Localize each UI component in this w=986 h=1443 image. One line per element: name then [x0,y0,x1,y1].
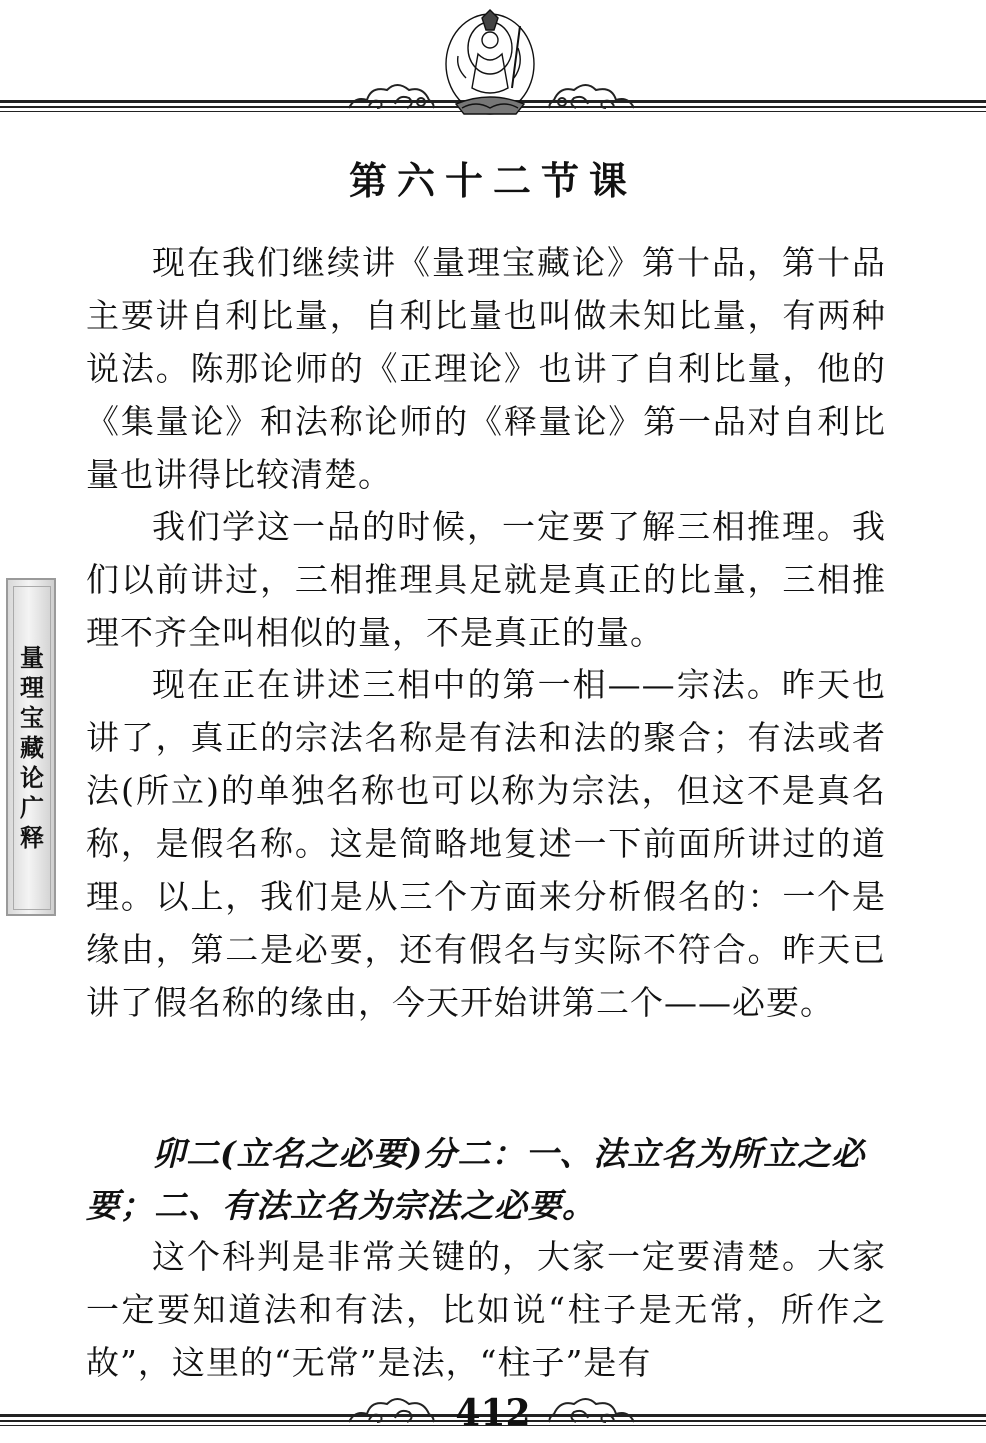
side-tab-char: 量 [20,643,44,672]
side-tab-char: 释 [20,823,44,852]
paragraph-3: 现在正在讲述三相中的第一相——宗法。昨天也讲了，真正的宗法名称是有法和法的聚合；有法或者法(所立)的单独名称也可以称为宗法，但这不是真名称，是假名称。这是简略地复述一下前面所讲过的道理。以上，我们是从三个方面来分析假名的：一个是缘由，第二是必要，还有假名与实际不符合。昨天已讲了假名称的缘由，今天开始讲第二个——必要。 [86,665,886,1022]
side-tab-char: 理 [20,673,44,702]
paragraph-2: 我们学这一品的时候，一定要了解三相推理。我们以前讲过，三相推理具足就是真正的比量，三相推理不齐全叫相似的量，不是真正的量。 [86,507,886,652]
paragraph-4: 这个科判是非常关键的，大家一定要清楚。大家一定要知道法和有法，比如说“柱子是无常，所作之故”，这里的“无常”是法，“柱子”是有 [86,1237,886,1382]
header-cloud-right-icon [546,78,638,114]
padmasambhava-emblem-icon [436,8,544,120]
header-cloud-left-icon [345,78,437,114]
page-number: 412 [455,1392,531,1434]
side-tab-char: 宝 [20,703,44,732]
side-tab-char: 藏 [20,733,44,762]
lesson-title: 第六十二节课 [348,158,637,203]
side-tab-text [13,586,51,910]
side-tab [6,578,56,916]
side-tab-char: 广 [20,793,44,822]
section-heading: 卯二(立名之必要)分二：一、法立名为所立之必要；二、有法立名为宗法之必要。 [86,1134,866,1225]
side-tab-char: 论 [20,763,44,792]
paragraph-1: 现在我们继续讲《量理宝藏论》第十品，第十品主要讲自利比量，自利比量也叫做未知比量，有两种说法。陈那论师的《正理论》也讲了自利比量，他的《集量论》和法称论师的《释量论》第一品对自利比量也讲得比较清楚。 [86,243,886,494]
